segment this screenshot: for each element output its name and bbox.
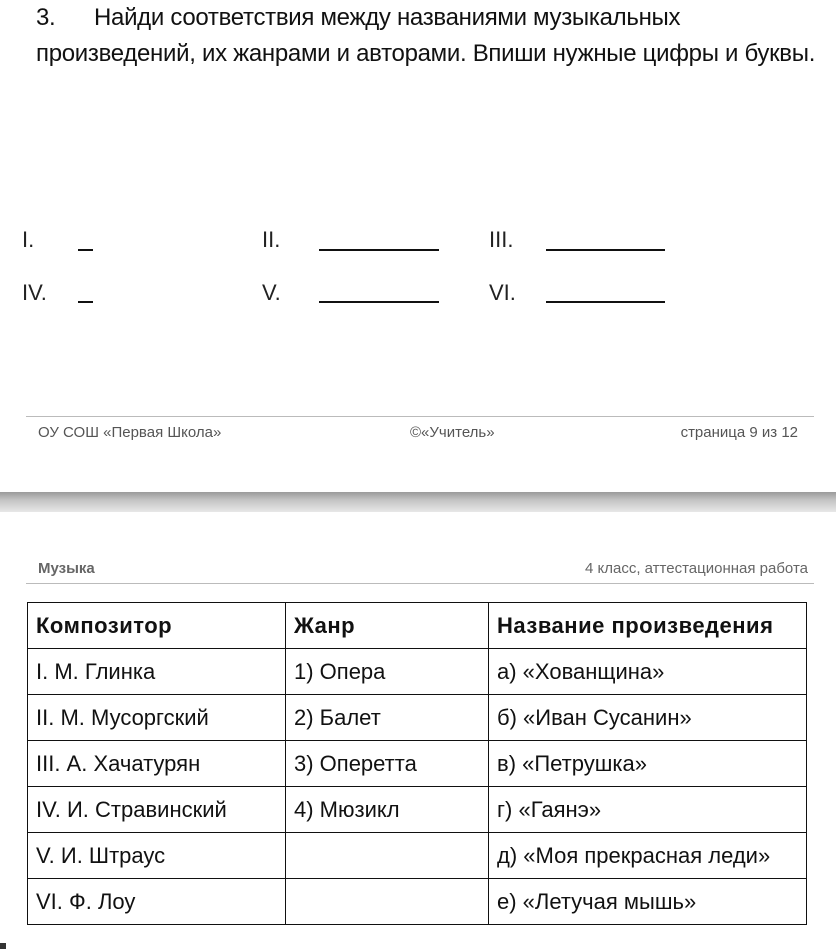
- table-row: [28, 879, 807, 925]
- answer-label-4: IV.: [22, 280, 47, 305]
- title-cell: в) «Петрушка»: [489, 741, 807, 787]
- footer-divider: [26, 416, 814, 417]
- answer-label-6: VI.: [489, 280, 516, 305]
- composer-cell: II. М. Мусоргский: [28, 695, 286, 741]
- header-genre: Жанр: [286, 603, 489, 649]
- answer-label-2: II.: [262, 227, 281, 252]
- table-row: [28, 695, 807, 741]
- table-row: [28, 741, 807, 787]
- header-grade: 4 класс, аттестационная работа: [585, 560, 808, 577]
- genre-cell: [286, 879, 489, 925]
- header-title: Название произведения: [489, 603, 807, 649]
- composer-cell: V. И. Штраус: [28, 833, 286, 879]
- genre-cell: [286, 833, 489, 879]
- answer-line-5[interactable]: [319, 301, 439, 303]
- header-subject: Музыка: [38, 560, 95, 577]
- footer-copyright: ©«Учитель»: [410, 424, 495, 441]
- table-row: [28, 833, 807, 879]
- answer-line-3[interactable]: [546, 249, 665, 251]
- header-composer: Композитор: [28, 603, 286, 649]
- answer-label-1: I.: [22, 227, 35, 252]
- question-number: 3.: [36, 4, 56, 31]
- title-cell: е) «Летучая мышь»: [489, 879, 807, 925]
- genre-cell: 4) Мюзикл: [286, 787, 489, 833]
- title-cell: г) «Гаянэ»: [489, 787, 807, 833]
- answer-line-2[interactable]: [319, 249, 439, 251]
- composer-cell: IV. И. Стравинский: [28, 787, 286, 833]
- composer-cell: I. М. Глинка: [28, 649, 286, 695]
- title-cell: д) «Моя прекрасная леди»: [489, 833, 807, 879]
- genre-cell: 3) Оперетта: [286, 741, 489, 787]
- matching-table: [27, 602, 807, 925]
- composer-cell: III. А. Хачатурян: [28, 741, 286, 787]
- header-divider: [26, 583, 814, 584]
- answer-line-6[interactable]: [546, 301, 665, 303]
- table-header-row: [28, 603, 807, 649]
- answer-label-3: III.: [489, 227, 514, 252]
- page-corner-mark: [0, 943, 6, 949]
- title-cell: б) «Иван Сусанин»: [489, 695, 807, 741]
- genre-cell: 1) Опера: [286, 649, 489, 695]
- genre-cell: 2) Балет: [286, 695, 489, 741]
- question-body: Найди соответствия между названиями музыкальных произведений, их жанрами и авторами. Впиши нужные цифры и буквы.: [36, 4, 816, 67]
- table-row: [28, 649, 807, 695]
- answer-line-4[interactable]: [78, 301, 93, 303]
- title-cell: а) «Хованщина»: [489, 649, 807, 695]
- table-row: [28, 787, 807, 833]
- page-separator: [0, 492, 836, 512]
- footer-school: ОУ СОШ «Первая Школа»: [38, 424, 222, 441]
- answer-label-5: V.: [262, 280, 281, 305]
- composer-cell: VI. Ф. Лоу: [28, 879, 286, 925]
- answer-line-1[interactable]: [78, 249, 93, 251]
- footer-page-number: страница 9 из 12: [680, 424, 798, 441]
- answer-grid: [0, 0, 836, 330]
